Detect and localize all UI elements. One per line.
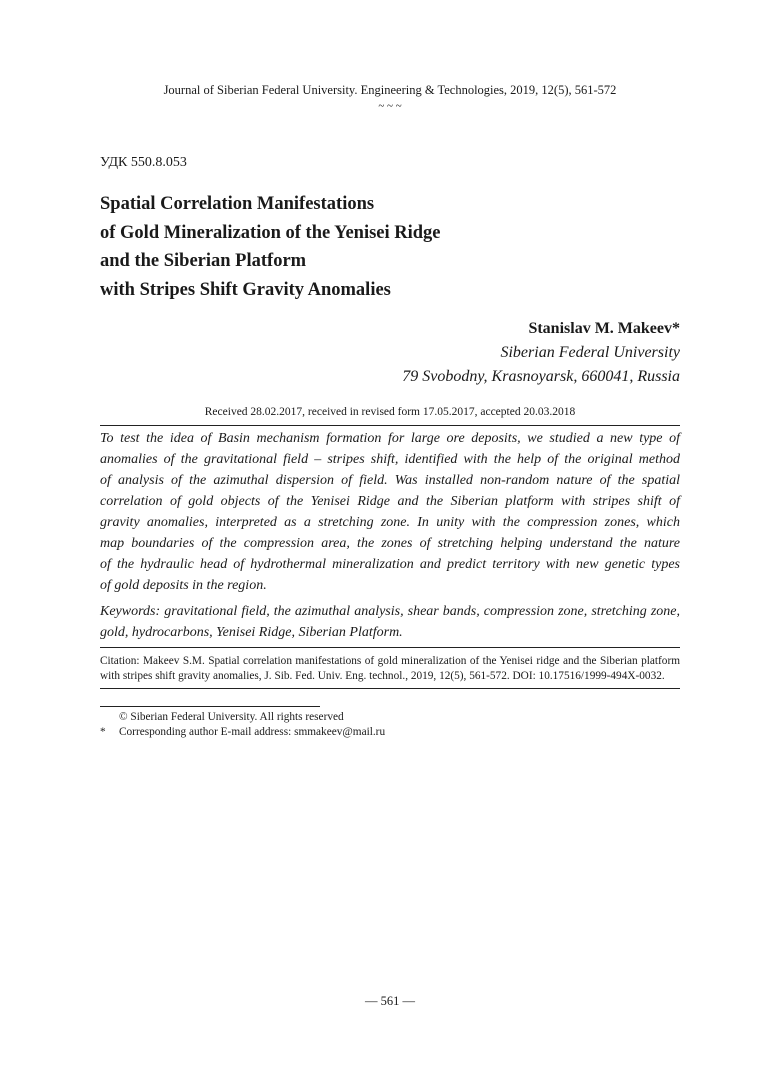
divider xyxy=(100,647,680,648)
abstract-line: gravity anomalies, interpreted as a stretching zone. In unity with the compression zones, which xyxy=(100,515,680,530)
author-affiliation: Siberian Federal University xyxy=(500,344,680,361)
keywords-line: gold, hydrocarbons, Yenisei Ridge, Siberian Platform. xyxy=(100,625,403,640)
received-dates: Received 28.02.2017, received in revised form 17.05.2017, accepted 20.03.2018 xyxy=(204,406,576,418)
corresponding-author-footnote: Corresponding author E-mail address: smmakeev@mail.ru xyxy=(119,726,386,738)
title-line: Spatial Correlation Manifestations xyxy=(100,194,375,214)
abstract-line: map boundaries of the compression area, the zones of stretching helping understand the nature xyxy=(100,536,680,551)
footnote-rule xyxy=(100,706,320,707)
abstract-line: correlation of gold objects of the Yenisei Ridge and the Siberian platform with stripes shift of xyxy=(100,494,680,509)
divider xyxy=(100,688,680,689)
udk-code: УДК 550.8.053 xyxy=(100,155,187,170)
abstract-line: of analysis of the azimuthal dispersion of field. Was installed non-random nature of the spatial xyxy=(100,473,680,488)
abstract-line: of gold deposits in the region. xyxy=(100,578,267,593)
keywords-line: Keywords: gravitational field, the azimuthal analysis, shear bands, compression zone, stretching zone, xyxy=(100,604,680,619)
journal-header: Journal of Siberian Federal University. Engineering & Technologies, 2019, 12(5), 561-572 xyxy=(163,83,617,97)
title-line: and the Siberian Platform xyxy=(100,251,307,271)
title-line: with Stripes Shift Gravity Anomalies xyxy=(100,280,391,300)
header-ornament: ~ ~ ~ xyxy=(378,100,402,112)
footnote-mark: * xyxy=(100,726,106,738)
abstract-line: anomalies of the gravitational field – stripes shift, identified with the help of the original method xyxy=(100,452,680,467)
author-name: Stanislav M. Makeev* xyxy=(528,320,680,337)
title-line: of Gold Mineralization of the Yenisei Ridge xyxy=(100,223,441,243)
divider xyxy=(100,425,680,426)
author-address: 79 Svobodny, Krasnoyarsk, 660041, Russia xyxy=(402,368,680,385)
abstract-line: of the hydraulic head of hydrothermal mineralization and predict territory with new genetic types xyxy=(100,557,680,572)
copyright-footnote: © Siberian Federal University. All rights reserved xyxy=(119,711,344,723)
citation-line: with stripes shift gravity anomalies, J. Sib. Fed. Univ. Eng. technol., 2019, 12(5), 561-572. DOI: 10.17516/1999-494X-0032. xyxy=(100,670,665,682)
citation-line: Citation: Makeev S.M. Spatial correlation manifestations of gold mineralization of the Yenisei ridge and the Siberian platform xyxy=(100,655,680,667)
page-number: — 561 — xyxy=(365,994,415,1008)
abstract-line: To test the idea of Basin mechanism formation for large ore deposits, we studied a new type of xyxy=(100,431,680,446)
